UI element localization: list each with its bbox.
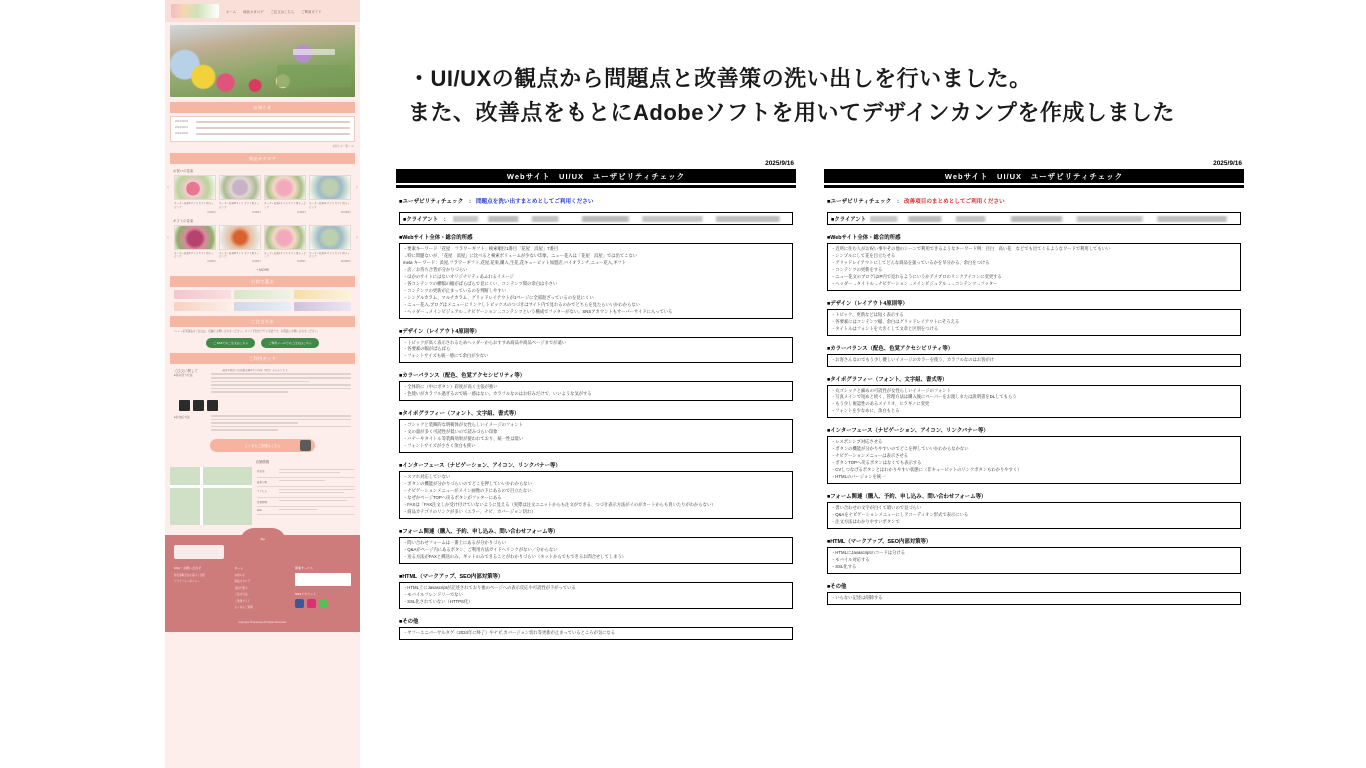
sheet-subtitle-label: ■ユーザビリティチェック ： <box>399 199 475 205</box>
table-row <box>257 507 355 515</box>
check-section-box[interactable] <box>827 243 1241 291</box>
table-row <box>257 487 355 498</box>
order-method-text: ・ニュー花束商品のご注文は、店舗にお問い合わせください。ギフト予約だけでも可能です。お電話にお問い合わせください。 <box>172 330 320 333</box>
product-thumbnail <box>174 225 216 250</box>
check-section <box>827 344 1241 367</box>
check-section <box>827 492 1241 529</box>
check-section <box>827 233 1241 291</box>
check-bullet: ・コンテンツの更新をする <box>831 266 883 272</box>
check-bullet: ・ボタンの機能が分かりづらいのでどこを押していいかわからない <box>403 481 532 487</box>
purpose-chip-grid <box>165 287 360 311</box>
sheet-date: 2025/9/16 <box>765 160 794 167</box>
check-section-box[interactable] <box>827 385 1241 419</box>
product-name: オーダー花束LLサイズ ギフト用ラッピング <box>309 251 350 259</box>
check-section <box>399 617 793 640</box>
product-card[interactable] <box>309 225 351 264</box>
product-name: オーダー花束Lサイズ ギフト用ラッピング <box>264 202 306 209</box>
heading-line-2: また、改善点をもとにAdobeソフトを用いてデザインカンプを作成しました <box>408 100 1175 126</box>
client-field-label: ■クライアント <box>831 216 867 223</box>
nav-item-home[interactable]: ホーム <box>226 9 237 14</box>
check-section-box[interactable] <box>827 502 1241 529</box>
check-bullet: ・問い合わせフォームは一番上にあるが分かりづらい <box>403 539 506 545</box>
pickup-icon <box>193 400 204 411</box>
check-bullet: ・送る方法がFAXと郵送のみ。ギットのみできることがわかりづらい（ネットからでもできるお問合せしてしまう） <box>403 553 627 559</box>
product-thumbnail <box>264 175 306 200</box>
hero-title-overlay <box>293 49 335 55</box>
product-price: 8,000円 <box>297 260 306 263</box>
news-more-link[interactable]: お知らせ一覧へ ≫ <box>332 145 354 148</box>
check-bullet: ・HTMLのバージョンを統一 <box>831 474 886 480</box>
check-section-box[interactable] <box>827 309 1241 336</box>
check-bullet: ・要素キーワード「花屋 フラワーギフト」検索順位1番目「花屋 浜屋」7番目 <box>403 246 559 251</box>
shop-icon <box>207 400 218 411</box>
news-list <box>170 116 355 142</box>
news-text <box>196 121 350 123</box>
product-card[interactable] <box>264 175 306 214</box>
news-item[interactable] <box>175 132 350 135</box>
guide-row-label: ●お支払方法 <box>174 414 190 419</box>
catalog-subheading-gift: ギフトの花束 <box>173 218 194 223</box>
product-thumbnail <box>264 225 306 250</box>
check-section-box[interactable] <box>827 436 1241 484</box>
check-section-box[interactable] <box>399 537 793 564</box>
check-bullet: ・レスポンシブ対応させる <box>831 439 883 445</box>
shop-info-row <box>165 467 360 525</box>
website-screenshot-thumbnail <box>165 0 360 768</box>
check-section-box[interactable] <box>399 381 793 401</box>
sns-icon-row <box>295 599 351 608</box>
check-bullet: ・ほかのサイトにはないオリジナリティあふれるイメージ <box>403 273 514 279</box>
guide-row-label: ●花の送り方法 <box>174 373 193 378</box>
check-bullet: ・コンテンツの更新が止まっているのを判断しやすい <box>403 287 506 293</box>
sheet-title: Webサイト UI/UX ユーザビリティチェック <box>824 169 1244 183</box>
footer-heading: ホーム <box>234 565 244 570</box>
footer-column-faq <box>174 566 225 612</box>
product-name: オーダー花束Mサイズ ギフト用ラッピング <box>219 202 260 209</box>
nav-item-catalog[interactable]: 商品カタログ <box>243 9 264 14</box>
product-thumbnail <box>219 175 261 200</box>
footer-link[interactable]: ご利用ガイド <box>234 599 250 603</box>
client-field-value <box>870 216 1236 222</box>
check-bullet: ・トピックが高く表示されるためヘッダーからおすすめ商品や商品ページまでが遠い <box>403 339 567 345</box>
delivery-icon-row <box>165 398 360 411</box>
sheet-subtitle-note: 改善項目のまとめとしてご利用ください <box>903 199 1005 205</box>
check-section-heading: ■カラーバランス（配色、色覚アクセシビリティ等） <box>827 345 954 352</box>
check-bullet: ・トピック、更新などは短く表示する <box>831 311 904 317</box>
news-text <box>196 133 350 135</box>
mail-order-button[interactable]: ご専用メールでのご注文はこちら <box>261 338 318 348</box>
sheet-subtitle <box>827 197 1244 205</box>
guide-row-body <box>211 415 351 433</box>
product-price: 10,000円 <box>340 210 351 214</box>
check-section-heading: ■インターフェース（ナビゲーション、アイコン、リンクバナー等） <box>827 428 989 435</box>
footer-heading: 関連サービス <box>295 565 314 570</box>
sheet-title: Webサイト UI/UX ユーザビリティチェック <box>396 169 796 183</box>
guide-row <box>165 415 360 433</box>
info-key: 所在地 <box>257 469 265 473</box>
site-nav[interactable] <box>226 9 322 14</box>
check-bullet: ・色使いがカラフル過ぎるので統一感はない。カラフルなのはお好みだけで、いいような気がする <box>403 391 592 397</box>
site-header <box>165 0 360 22</box>
check-bullet: ・Q&Aをナビゲーションメニューにしアコーディオン形式で表示にいる <box>831 512 969 518</box>
product-card[interactable] <box>174 225 216 264</box>
check-bullet: ・ナビゲーションメニューがメイン画像の下にあるので目立たない <box>403 488 532 494</box>
check-bullet: →特に問題ないが、「花屋 浜屋」に比べると検索ボリュームが少ない印象。ニュー花入は「花屋 浜屋」では出てこない <box>403 252 638 258</box>
line-icon[interactable] <box>319 599 328 608</box>
guide-question: ご注文に関して <box>174 369 198 374</box>
check-section <box>827 426 1241 484</box>
product-thumbnail <box>309 225 351 250</box>
check-section <box>827 375 1241 419</box>
map-image[interactable] <box>170 467 252 525</box>
check-bullet: ・なぜかページTOPへ戻るボタンがフッターにある <box>403 494 502 500</box>
news-date: 2024/10/04 <box>175 120 188 123</box>
check-bullet: ・フォントサイズが小さく余白も狭い <box>403 443 476 449</box>
footer-columns <box>174 566 351 612</box>
site-footer <box>165 535 360 632</box>
sheet-divider <box>396 185 796 188</box>
product-price: 8,000円 <box>297 210 306 214</box>
check-bullet: ・Q&Aがページ内にあるボタン、ご利用方法ガイドへリンクがない／分からない <box>403 546 558 552</box>
product-price: 10,000円 <box>340 260 351 263</box>
table-row <box>257 498 355 507</box>
check-bullet: ・SSL化されていない（HTTPS化） <box>403 598 473 604</box>
check-section-box[interactable] <box>827 354 1241 367</box>
hero-image <box>170 25 355 97</box>
purpose-chip[interactable] <box>234 302 291 311</box>
check-section <box>399 327 793 364</box>
section-heading-usage-guide: ご利用ガイド <box>170 353 355 364</box>
check-bullet: ・CVしつなげるボタンとはわかりやすい状態に（非キューピットのリンクボタンもわかりやすく） <box>831 467 1022 473</box>
check-section-heading: ■インターフェース（ナビゲーション、アイコン、リンクバナー等） <box>399 463 561 470</box>
check-section-box[interactable] <box>827 547 1241 574</box>
check-bullet: ・ヤフーユニバーサルタグ（2024年に終了）やナビ,カバージョン切れ等更新が止まっているところが気になる <box>403 629 616 635</box>
faq-button-label: よくあるご質問はこちら <box>244 443 281 448</box>
sheet-divider <box>824 185 1244 188</box>
product-card[interactable] <box>174 175 216 214</box>
product-name: オーダー花束Mサイズ ギフト用ラッピング <box>219 251 260 259</box>
news-date: 2024/10/30 <box>175 132 188 135</box>
section-heading-order-method: ご注文方法 <box>170 316 355 327</box>
product-price: 5,000円 <box>252 210 261 214</box>
sheet-date: 2025/9/16 <box>1213 160 1242 167</box>
purpose-chip[interactable] <box>294 302 351 311</box>
footer-link[interactable]: よくあるご質問 <box>234 606 253 610</box>
check-section-heading: ■タイポグラフィー（フォント、文字組、書式等） <box>827 376 948 383</box>
check-section-heading: ■その他 <box>399 618 419 625</box>
check-bullet: ・各コンテンツの横幅の幅がばらばらで見にくい、コンテンツ間の余白は小さい <box>403 280 558 286</box>
shop-info-table <box>257 467 360 525</box>
guide-row-body <box>211 373 351 395</box>
check-bullet: ・各要素にはコンテンツ幅、余白はグリッドレイアウトにそろえる <box>831 318 960 324</box>
check-bullet: ・フォントサイズも統一感にて余白が少ない <box>403 353 489 359</box>
product-carousel-celebration <box>165 175 360 214</box>
check-section-box[interactable] <box>399 337 793 364</box>
usability-check-problem-sheet <box>396 160 796 760</box>
check-bullet: ・ヘッダー→メインビジュアル→ナビゲーション→コンテンツという構成でフッターがない。SNSアカウントもサーバーサイドに入っている <box>403 308 673 314</box>
carousel-prev-icon[interactable]: ‹ <box>167 234 169 241</box>
client-field-value <box>453 216 788 222</box>
check-section-heading: ■フォーム関連（購入、予約、申し込み、問い合わせフォーム等） <box>399 528 559 535</box>
check-bullet: ・お客さんなのでもう少し優しいイメージのカラーを使う、カラフルなのはお客がけ <box>831 356 994 362</box>
check-bullet: ・タイトルはフォントを大きくして文章と区別をつける <box>831 325 939 331</box>
section-heading-purpose: 目的で選ぶ <box>170 276 355 287</box>
check-bullet: ・スマホ対応していない <box>403 474 451 480</box>
guide-note: ・最短や郵送のお花贈る順序等の内容（期日）がかかります。 <box>220 369 290 373</box>
carousel-next-icon[interactable]: › <box>356 185 358 191</box>
check-section-box[interactable] <box>399 471 793 519</box>
delivery-icon <box>179 400 190 411</box>
check-section <box>399 461 793 519</box>
carousel-next-icon[interactable]: › <box>356 234 358 241</box>
product-price: 3,000円 <box>207 210 216 214</box>
check-bullet: ・SSL化する <box>831 563 857 569</box>
nav-item-guide[interactable]: ご利用ガイド <box>301 9 322 14</box>
order-button-row <box>165 334 360 348</box>
check-bullet: ・文の量が多く可読性が低いので読みづらい印象 <box>403 429 498 435</box>
check-bullet: ・HTMLにJavascriptのコードは分ける <box>831 549 906 555</box>
product-name: オーダー花束Lサイズ ギフト用ラッピング <box>264 251 306 259</box>
footer-link[interactable]: ご注文方法 <box>234 593 248 597</box>
product-card[interactable] <box>264 225 306 264</box>
check-section-box[interactable] <box>827 592 1241 605</box>
footer-link[interactable]: 特定商取引法に基づく表記 <box>174 573 206 577</box>
check-section <box>399 371 793 401</box>
product-name: オーダー花束LLサイズ ギフト用ラッピング <box>309 202 350 209</box>
sheet-subtitle <box>399 197 796 205</box>
check-section-box[interactable] <box>399 419 793 453</box>
news-date: 2024/10/13 <box>175 126 188 129</box>
section-heading-catalog: 商品カタログ <box>170 153 355 164</box>
catalog-subheading-celebration: お祝いの花束 <box>173 169 194 173</box>
faq-button[interactable] <box>210 439 315 452</box>
nav-item-order[interactable]: ご注文はこちら <box>270 9 295 14</box>
fax-order-button[interactable]: ご FAXでのご注文はこちら <box>206 338 255 348</box>
heading-line-1: ・UI/UXの観点から問題点と改善策の洗い出しを行いました。 <box>408 66 1032 91</box>
check-bullet: ・ナビゲーションメニューは表示させる <box>831 453 909 459</box>
instagram-icon[interactable] <box>307 599 316 608</box>
footer-link[interactable]: プライバシーポリシー <box>174 580 200 584</box>
purpose-chip[interactable] <box>174 302 231 311</box>
product-card[interactable] <box>219 225 261 264</box>
check-section <box>399 409 793 453</box>
check-bullet: ・シングルカラム、マルチカラム、グリッドレイアウトが1ページに全部混ざっているのを見にくい <box>403 294 594 300</box>
product-name: オーダー花束Sサイズ ギフト用ラッピング <box>174 202 214 209</box>
faq-icon <box>300 440 311 451</box>
purpose-chip[interactable] <box>294 290 351 299</box>
table-row <box>257 467 355 478</box>
check-bullet: ・ボタンTOPへ戻るボタンはなくても表示する <box>831 460 922 466</box>
page-top-button[interactable]: Top <box>240 528 286 542</box>
table-row <box>257 478 355 487</box>
product-thumbnail <box>309 175 351 200</box>
check-section-box[interactable] <box>399 627 793 640</box>
check-bullet: ・習い合わせの文字が白くて暗いので見づらい <box>831 505 922 511</box>
check-bullet: ・各要素の幅がばらばら <box>403 346 451 352</box>
check-bullet: ・ニュー花入,ブログはメニューにリンクしトピックスのつづきはサイト内で見れるのかでどちらを見たらいいかわからない <box>403 301 640 307</box>
check-section-heading: ■その他 <box>827 583 847 590</box>
news-text <box>196 127 350 129</box>
site-logo <box>171 4 219 18</box>
check-bullet: ・注文方法はわかりやすいボタンで <box>831 518 900 524</box>
check-bullet: ・HTML上にJavascriptが記述されており他のページへの表示反応や可読性が下がっている <box>403 584 576 590</box>
info-key: アクセス <box>257 489 267 493</box>
check-bullet: ・店／お待ち合皆が分かりづらい <box>403 266 468 272</box>
check-section-heading: ■タイポグラフィー（フォント、文字組、書式等） <box>399 411 520 418</box>
sheet-subtitle-note: 問題点を洗い出すまとめとしてご利用ください <box>475 199 594 205</box>
check-bullet: ・シンプルにして花を目立たせる <box>831 252 896 258</box>
slide-heading <box>408 62 1208 130</box>
check-section <box>399 572 793 609</box>
product-card[interactable] <box>309 175 351 214</box>
product-thumbnail <box>219 225 261 250</box>
check-bullet: ・モバイルフレンドリーでない <box>403 591 463 597</box>
check-section-heading: ■Webサイト全体・総合的所感 <box>399 235 473 241</box>
check-section-box[interactable] <box>399 582 793 609</box>
copyright: Copyright ©hanamaya All Rights Reserved. <box>238 620 287 624</box>
check-bullet: ・モバイル対応する <box>831 556 870 562</box>
check-section-heading: ■カラーバランス（配色、色覚アクセシビリティ等） <box>399 373 526 380</box>
usability-check-improvement-sheet <box>824 160 1244 760</box>
facebook-icon[interactable] <box>295 599 304 608</box>
check-section-heading: ■デザイン（レイアウト4原則等） <box>827 300 908 307</box>
product-name: オーダー花束Sサイズ ギフト用ラッピング <box>174 251 214 259</box>
hero-caption-overlay <box>277 65 351 87</box>
check-section <box>827 537 1241 574</box>
check-bullet: ・丸ゴシックと細めの可読性が女性らしいイメージのフォント <box>831 387 951 393</box>
news-item[interactable] <box>175 120 350 123</box>
check-bullet: ・ヘッダー→タイトル→ナビゲーション→メインビジュアル→→コンテンツ→フッター <box>831 280 998 286</box>
check-bullet: ・もう少し視認性のあるメイリオ、ヒラギノに変更 <box>831 401 930 407</box>
footer-link[interactable]: お知らせ <box>234 573 245 577</box>
footer-column-related <box>295 566 351 612</box>
improvement-section-list <box>824 233 1244 605</box>
check-section-box[interactable] <box>399 243 793 319</box>
check-bullet: ・ゴシックと装飾的な明朝体が女性らしいイメージのフォント <box>403 422 523 428</box>
problem-section-list <box>396 233 796 640</box>
check-bullet: ・ボタンの機能が分かりやすいのでどこを押していいかわからなかない <box>831 446 969 452</box>
product-price: 5,000円 <box>252 260 261 263</box>
client-field-label: ■クライアント ： <box>403 216 449 223</box>
footer-column-home <box>235 566 286 612</box>
check-bullet: ・近所に住む人がお祝い事やその他のシーンで利用できるようなキーワード例：目白 高い花 などでも出てくるようなワードで利用してもいい <box>831 246 1111 251</box>
footer-link[interactable]: 商品カタログ <box>234 580 251 584</box>
product-thumbnail <box>174 175 216 200</box>
section-heading-shop-info: 店舗情報 <box>255 459 270 464</box>
footer-heading-sns: SNSアカウント <box>295 591 317 596</box>
carousel-prev-icon[interactable]: ‹ <box>167 185 169 191</box>
sheet-subtitle-label: ■ユーザビリティチェック ： <box>827 199 903 205</box>
more-link[interactable]: ＋MORE <box>255 268 270 272</box>
guide-row <box>165 373 360 395</box>
product-card[interactable] <box>219 175 261 214</box>
check-bullet: ・全体的に（中にボタン）彩度が高く主張が強い <box>403 384 498 390</box>
info-key: 最寄り駅 <box>257 480 268 484</box>
info-key: 営業時間 <box>257 500 268 504</box>
footer-link[interactable]: 目的で選ぶ <box>234 586 248 590</box>
product-carousel-gift <box>165 225 360 264</box>
footer-heading: FAQ・お問い合わせ <box>174 565 202 570</box>
info-key: Mail <box>257 508 262 512</box>
check-section-heading: ■Webサイト全体・総合的所感 <box>827 235 901 241</box>
section-heading-news: お知らせ <box>170 102 355 113</box>
check-section-heading: ■フォーム関連（購入、予約、申し込み、問い合わせフォーム等） <box>827 494 987 501</box>
check-section <box>827 299 1241 336</box>
check-bullet: ・フォントを少なめに、余白もとる <box>831 408 900 414</box>
check-section <box>827 582 1241 605</box>
check-bullet: meta キーワード：浜屋,フラワーギフト,花屋,花束,購入,生花,花キューピット加盟店,バイオランチ,ニュー花入,ギフト <box>403 259 627 265</box>
check-section-heading: ■デザイン（レイアウト4原則等） <box>399 328 480 335</box>
related-service-banner[interactable] <box>295 573 351 586</box>
client-field[interactable] <box>827 212 1241 225</box>
check-bullet: ・バナーやタイトル等装飾効果が使われており、統一性は低い <box>403 436 524 442</box>
footer-logo <box>174 545 224 559</box>
news-item[interactable] <box>175 126 350 129</box>
check-bullet: ・商品カテゴリのリンクが多い（エラー、ナビ、カバージョン切れ） <box>403 508 536 514</box>
check-section <box>399 527 793 564</box>
check-bullet: ・いらない記述は削除する <box>831 594 883 600</box>
purpose-chip[interactable] <box>234 290 291 299</box>
check-bullet: ・グリッドレイアウトにしてどんな商品を扱っているかを早分かる、余白をつける <box>831 259 990 265</box>
check-section-heading: ■HTML（マークアップ、SEO内部対策等） <box>827 538 932 545</box>
purpose-chip[interactable] <box>174 290 231 299</box>
client-field[interactable] <box>399 212 793 225</box>
check-section-heading: ■HTML（マークアップ、SEO内部対策等） <box>399 573 504 580</box>
check-section <box>399 233 793 319</box>
check-bullet: ・FAXは「FAX注文しか受け付けていないように見える（実際は注文ユニットからも注文ができる、つづき表示方法がイのがカートからも買いたりがわからない） <box>403 501 716 507</box>
product-price: 3,000円 <box>207 260 216 263</box>
check-bullet: ・写真メインで短めと続く、管理方法は購入後にペーパーをお渡しまたは説明書をDLしてもらう <box>831 394 1017 400</box>
check-bullet: ・ニュー花文のブログはIP内で見れるようにいうかアメブロのリンクアイコンに変更する <box>831 273 1002 279</box>
